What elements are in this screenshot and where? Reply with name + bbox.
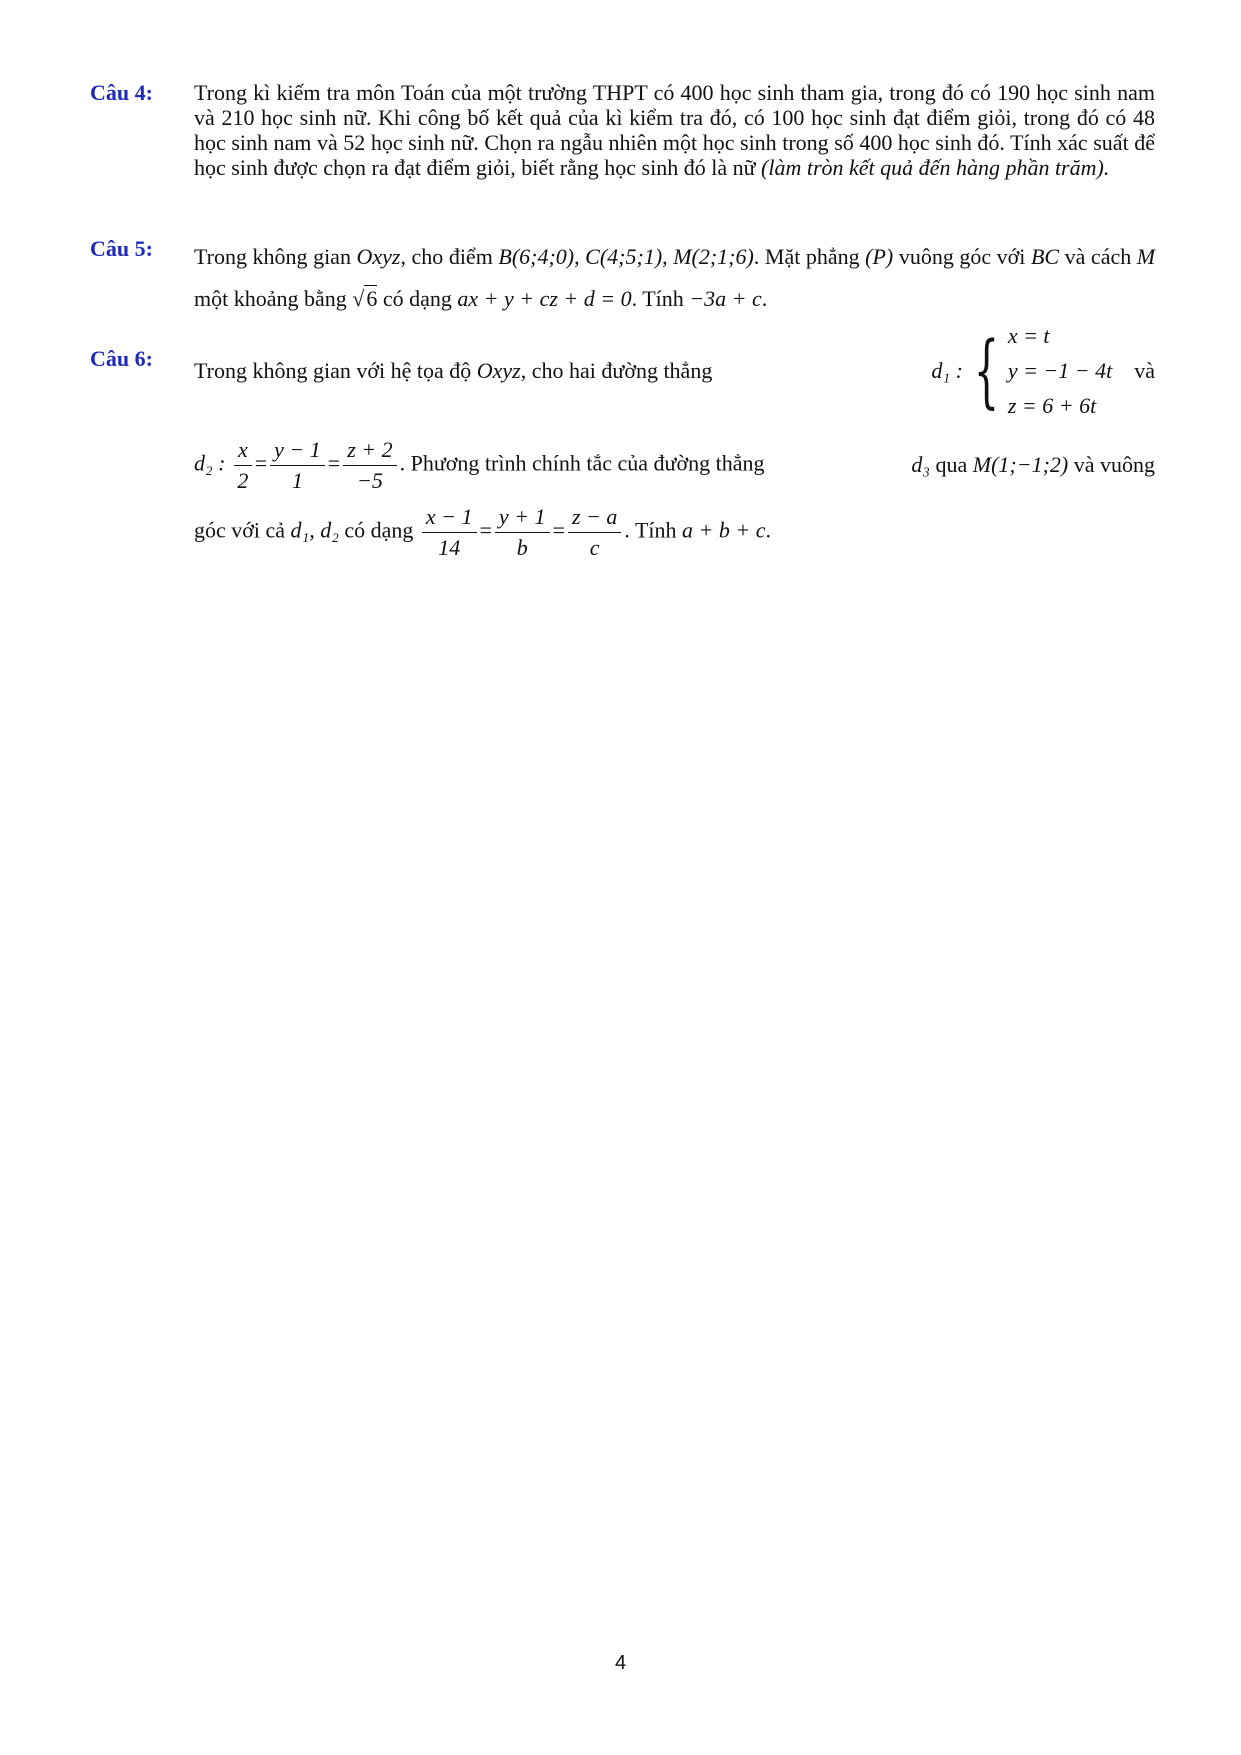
q5-point-b: B(6;4;0)	[498, 244, 575, 269]
q5-text-3: . Mặt phẳng	[753, 244, 860, 269]
q5-text-1: Trong không gian	[194, 244, 351, 269]
q6-text-5b: góc với cả	[194, 517, 286, 543]
q6-intro	[194, 356, 712, 386]
q5-plane: (P)	[865, 244, 894, 269]
q5-expression: −3a + c	[689, 286, 762, 311]
d3-label: d₃	[911, 452, 930, 478]
d2-frac-y: $\frac{y - 1}{1}$	[270, 438, 325, 493]
brace-icon: {	[973, 323, 1000, 417]
q5-text-6: một khoảng bằng	[194, 286, 347, 311]
q6-expression: a + b + c	[682, 517, 766, 543]
d2-label: d₂ :	[194, 450, 226, 476]
q5-sqrt	[352, 285, 377, 311]
q5-point-c: C(4;5;1)	[585, 244, 663, 269]
d2-equation: d₂ : $\frac{x}{2}$ = $\frac{y - 1}{1}$ = $\frac{z + 2}{-5}$ . Phương trình chính tắc của đường thẳng	[194, 436, 765, 493]
q6-text-6: có dạng	[344, 517, 414, 543]
q6-text-2: , cho hai đường thẳng	[520, 357, 713, 383]
question-5-label: Câu 5:	[90, 236, 153, 261]
q6-text-5a: và vuông	[1073, 452, 1155, 478]
q6-end: .	[765, 517, 772, 543]
d3-frac-y: $\frac{y + 1}{b}$	[495, 505, 550, 560]
d1-system	[931, 318, 1155, 424]
question-4	[90, 80, 1155, 180]
q5-text-8: . Tính	[631, 286, 684, 311]
q6-text-1: Trong không gian với hệ tọa độ	[194, 357, 472, 383]
sqrt-icon: √	[352, 286, 365, 311]
q5-bc: BC	[1030, 244, 1060, 269]
q5-sqrt-value: 6	[366, 286, 378, 311]
q5-equation: ax + y + cz + d = 0	[457, 286, 632, 311]
d2-frac-z: $\frac{z + 2}{-5}$	[343, 438, 396, 493]
q6-space: Oxyz	[476, 357, 521, 383]
d3-frac-x: $\frac{x - 1}{14}$	[422, 505, 477, 560]
q6-text-4: qua	[935, 452, 968, 478]
q6-text-3: . Phương trình chính tắc của đường thẳng	[399, 450, 765, 476]
d3-frac-z: $\frac{z - a}{c}$	[568, 505, 621, 560]
q5-end: .	[761, 286, 768, 311]
d1-label: d₁ :	[931, 357, 963, 383]
question-4-note: (làm tròn kết quả đến hàng phần trăm).	[761, 155, 1110, 180]
q6-point-m: M(1;−1;2)	[972, 452, 1069, 478]
d1-eq-z: z = 6 + 6t	[1007, 393, 1097, 419]
d1-eq-y: y = −1 − 4t	[1007, 358, 1113, 384]
q5-text-7: có dạng	[382, 286, 452, 311]
q5-m: M	[1136, 244, 1156, 269]
q5-space: Oxyz	[356, 244, 401, 269]
q5-point-m: M(2;1;6)	[673, 244, 754, 269]
page-number: 4	[614, 1652, 627, 1674]
question-5: Câu 5: Trong không gian Oxyz, cho điểm B(6;4;0), C(4;5;1), M(2;1;6). Mặt phẳng (P) vuông góc với BC và cách M một khoảng bằng √6 có dạng ax + y + cz + d = 0. Tính −3a + c.	[90, 236, 1156, 311]
q5-text-4: vuông góc với	[898, 244, 1026, 269]
q6-text-7: . Tính	[624, 517, 677, 543]
q5-text-5: và cách	[1064, 244, 1132, 269]
question-6-label: Câu 6:	[90, 346, 153, 371]
q6-d1-d2: d₁, d₂	[290, 517, 339, 543]
q6-va: và	[1134, 357, 1155, 383]
d1-eq-x: x = t	[1007, 323, 1050, 348]
q5-text-2: , cho điểm	[400, 244, 493, 269]
question-4-text: Trong kì kiếm tra môn Toán của một trường THPT có 400 học sinh tham gia, trong đó có 190 học sinh nam và 210 học sinh nữ. Khi công bố kết quả của kì kiểm tra đó, có 100 học sinh đạt điểm giỏi, trong đó có 48 học sinh nam và 52 học sinh nữ. Chọn ra ngẫu nhiên một học sinh trong số 400 học sinh đó. Tính xác suất để học sinh được chọn ra đạt điểm giỏi, biết rằng học sinh đó là nữ	[194, 80, 1155, 180]
d2-frac-x: $\frac{x}{2}$	[234, 438, 252, 493]
question-6: Câu 6: Trong không gian với hệ tọa độ Oxyz, cho hai đường thẳng d₁ : { x = t y = −1 − 4t z = 6 + 6t và d₂ : $\frac{x}{2}$ = $\frac{y - 1}{1}$ = $\frac{z + 2}{-5}$ . Phương trình chính tắc của đường thẳng d₃ qua M(1;−1;2) và vuông góc với cả d₁, d₂ có dạng $\frac{x - 1}{14}$ = $\frac{y + 1}{b}$ = $\frac{z - a}{c}$ . Tính a + b + c.	[90, 318, 1155, 560]
question-4-label: Câu 4:	[90, 80, 153, 105]
